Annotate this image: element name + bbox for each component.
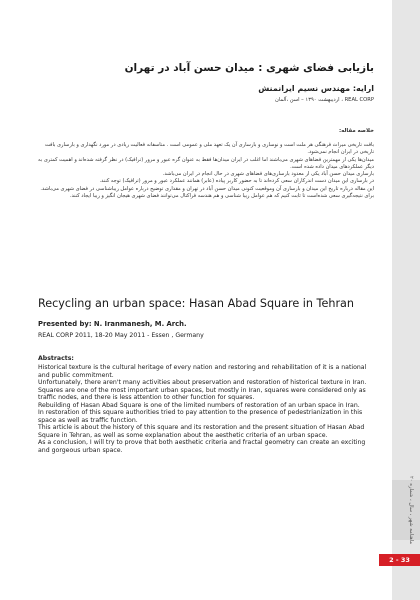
english-author: Presented by: N. Iranmanesh, M. Arch. [38, 320, 187, 328]
side-strip-top [392, 0, 420, 480]
english-title: Recycling an urban space: Hasan Abad Square in Tehran [38, 297, 354, 310]
persian-paragraph: بازسازی میدان حسن آباد یکی از معدود بازسازی‌های فضاهای شهری در حال انجام در ایران می‌باشد. [162, 171, 374, 178]
persian-paragraph: برای نتیجه‌گیری سعی شده‌است تا ثابت کنیم که هم عوامل زیبا شناسی و هم هندسه فراکتال می‌توانند فضای شهری هیجان انگیز و زیبا ایجاد کنند. [69, 193, 374, 200]
english-abstract-body [38, 364, 376, 455]
english-paragraph: As a conclusion, I will try to prove that both aesthetic criteria and fractal geometry can create an exciting and gorgeous urban space. [38, 439, 366, 455]
persian-paragraph: میدان‌ها یکی از مهمترین فضاهای شهری می‌باشند اما اغلب در ایران میدان‌ها فقط به عنوان گره عبور و مرور (ترافیک) در نظر گرفته شده‌اند و اهمیت کمتری به دیگر عملکردهای میدان داده شده است. [38, 156, 374, 170]
persian-abstract-label: خلاصه مقاله: [338, 128, 374, 134]
english-paragraph: Historical texture is the cultural heritage of every nation and restoring and rehabilitation of it is a national and public commitment. [38, 364, 367, 379]
side-strip-bottom [392, 540, 420, 600]
english-paragraph: Squares are one of the most important urban spaces, but mostly in Iran, squares were considered only as traffic nodes, and there is less attention to other function for squares. [38, 386, 366, 402]
magazine-issue-label: ماهنامه شهر ، سال ، شماره ۲۰ [408, 475, 414, 544]
side-strip [392, 0, 420, 600]
english-paragraph: Rebuilding of Hasan Abad Square is one of the limited numbers of restoration of an urban space in Iran. [38, 401, 360, 409]
persian-author: ارایه: مهندس نسیم ایرانمنش [258, 84, 374, 93]
english-abstract-label: Abstracts: [38, 355, 74, 362]
english-conference: REAL CORP 2011, 18-20 May 2011 - Essen , Germany [38, 332, 204, 339]
persian-paragraph: در بازسازی این میدان دست اندرکاران سعی کرده‌اند تا به حضور کاربر پیاده (عابر) همانند عملکرد عبور و مرور (ترافیک) توجه کنند. [99, 178, 374, 185]
persian-abstract-body [34, 142, 374, 200]
persian-conference: REAL CORP ، اردیبهشت ۱۳۹۰ – اسن ،آلمان [275, 97, 374, 103]
persian-title: بازیابی فضای شهری : میدان حسن آباد در تهران [124, 62, 374, 74]
english-paragraph: This article is about the history of this square and its restoration and the present situation of Hasan Abad Square in Tehran, as well as some explanation about the aesthetic criteria of an urban space. [38, 424, 365, 439]
page-number: 2 - 33 [379, 554, 420, 566]
persian-paragraph: این مقاله درباره تاریخ این میدان و بازسازی آن وموقعیت کنونی میدان حسن آباد در تهران و مقداری توضیح درباره عوامل زیباشناسی در فضای شهری می‌باشد. [40, 185, 374, 192]
english-paragraph: In restoration of this square authorities tried to pay attention to the presence of pedestrianization in this space as well as traffic function. [38, 409, 363, 424]
english-paragraph: Unfortunately, there aren't many activities about preservation and restoration of historical texture in Iran. [38, 379, 367, 387]
persian-paragraph: بافت تاریخی میراث فرهنگی هر ملت است و نوسازی و بازسازی آن یک تعهد ملی و عمومی است . متاسفانه فعالیت زیادی در مورد نگهداری و بازسازی بافت تاریخی در ایران انجام نمی‌شود. [45, 142, 374, 156]
